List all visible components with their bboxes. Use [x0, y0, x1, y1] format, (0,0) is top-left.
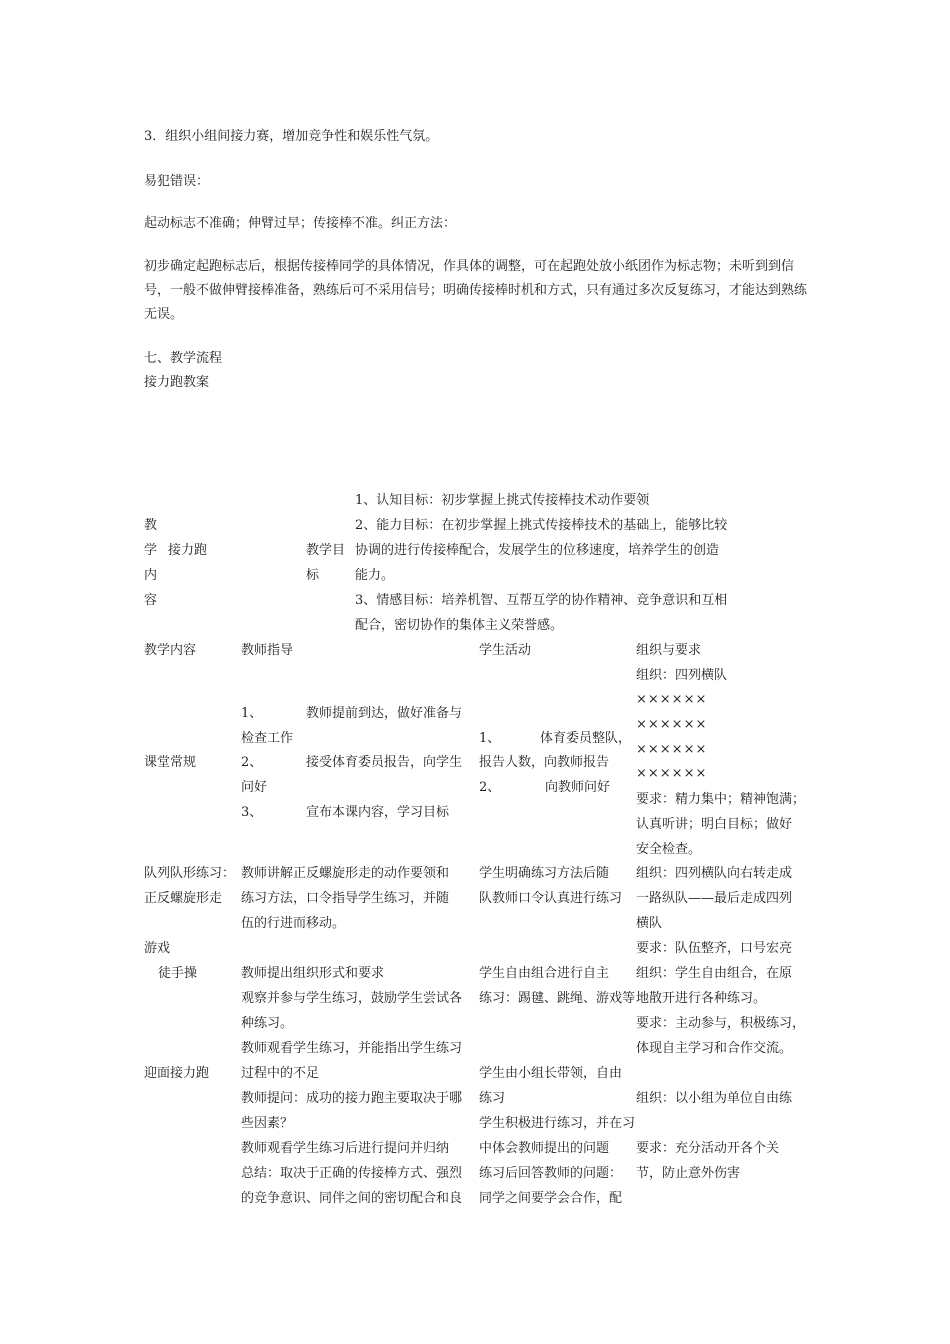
- student-text: 学生积极进行练习，并在习: [479, 1116, 636, 1131]
- goal-line: 3、情感目标：培养机智、互帮互学的协作精神、竞争意识和互相: [355, 593, 728, 608]
- label-xue: 学: [144, 543, 158, 558]
- org-text: 组织：学生自由组合，在原: [636, 966, 793, 981]
- teacher-step-text: 宣布本课内容，学习目标: [306, 805, 450, 820]
- student-text: 中体会教师提出的问题: [479, 1141, 610, 1156]
- teacher-step-num: 1、: [241, 706, 263, 721]
- requirement-text: 要求：精力集中；精神饱满；: [636, 792, 806, 807]
- goal-label-1: 教学目: [306, 543, 346, 558]
- teacher-text: 些因素？: [241, 1116, 294, 1131]
- errors-and-fixes-line: 起动标志不准确；伸臂过早；传接棒不准。纠正方法：: [144, 216, 457, 231]
- teacher-text: 过程中的不足: [241, 1066, 320, 1081]
- row-label-exercise: 徒手操: [158, 966, 198, 981]
- col-header-content: 教学内容: [144, 643, 197, 658]
- goal-line: 2、能力目标：在初步掌握上挑式传接棒技术的基础上，能够比较: [355, 518, 728, 533]
- formation-row: ××××××: [636, 717, 708, 732]
- label-nei: 内: [144, 568, 158, 583]
- org-text: 组织：四列横队: [636, 668, 728, 683]
- teacher-step-text: 接受体育委员报告，向学生: [306, 755, 463, 770]
- teacher-text: 教师提问：成功的接力跑主要取决于哪: [241, 1091, 463, 1106]
- student-text: 练习后回答教师的问题：: [479, 1166, 623, 1181]
- row-label-drill: 正反螺旋形走: [144, 891, 223, 906]
- requirement-text: 节，防止意外伤害: [636, 1166, 741, 1181]
- label-rong: 容: [144, 593, 158, 608]
- goal-line: 配合，密切协作的集体主义荣誉感。: [355, 618, 564, 633]
- student-step-num: 2、: [479, 780, 501, 795]
- requirement-text: 安全检查。: [636, 842, 702, 857]
- org-text: 一路纵队——最后走成四列: [636, 891, 793, 906]
- goal-label-2: 标: [306, 568, 320, 583]
- formation-row: ××××××: [636, 692, 708, 707]
- requirement-text: 要求：主动参与，积极练习，: [636, 1016, 806, 1031]
- student-step-text: 向教师问好: [545, 780, 611, 795]
- org-text: 地散开进行各种练习。: [636, 991, 767, 1006]
- requirement-text: 要求：充分活动开各个关: [636, 1141, 780, 1156]
- teacher-text: 观察并参与学生练习，鼓励学生尝试各: [241, 991, 463, 1006]
- teacher-step-text: 问好: [241, 780, 268, 795]
- student-step-num: 1、: [479, 731, 501, 746]
- org-text: 组织：四列横队向右转走成: [636, 866, 793, 881]
- student-text: 同学之间要学会合作，配: [479, 1191, 623, 1206]
- content-value: 接力跑: [168, 543, 208, 558]
- teacher-step-text: 检查工作: [241, 731, 294, 746]
- goal-line: 能力。: [355, 568, 395, 583]
- row-label-routine: 课堂常规: [144, 755, 197, 770]
- section-heading: 七、教学流程: [144, 351, 223, 366]
- student-text: 学生自由组合进行自主: [479, 966, 610, 981]
- common-errors-heading: 易犯错误：: [144, 174, 210, 189]
- student-text: 练习: [479, 1091, 506, 1106]
- student-text: 练习：踢毽、跳绳、游戏等: [479, 991, 636, 1006]
- requirement-text: 认真听讲；明白目标；做好: [636, 817, 793, 832]
- goal-line: 协调的进行传接棒配合，发展学生的位移速度，培养学生的创造: [355, 543, 720, 558]
- teacher-text: 教师讲解正反螺旋形走的动作要领和: [241, 866, 450, 881]
- col-header-teacher: 教师指导: [241, 643, 294, 658]
- col-header-organization: 组织与要求: [636, 643, 702, 658]
- teacher-text: 伍的行进而移动。: [241, 916, 346, 931]
- student-step-text: 体育委员整队，: [540, 731, 632, 746]
- teacher-text: 种练习。: [241, 1016, 294, 1031]
- row-label-games: 游戏: [144, 941, 171, 956]
- student-text: 队教师口令认真进行练习: [479, 891, 623, 906]
- teacher-step-text: 教师提前到达，做好准备与: [306, 706, 463, 721]
- label-jiao: 教: [144, 518, 158, 533]
- student-text: 学生明确练习方法后随: [479, 866, 610, 881]
- col-header-student: 学生活动: [479, 643, 532, 658]
- intro-item-3: 3．组织小组间接力赛，增加竞争性和娱乐性气氛。: [144, 129, 439, 144]
- teacher-text: 练习方法，口令指导学生练习，并随: [241, 891, 450, 906]
- student-text: 学生由小组长带领，自由: [479, 1066, 623, 1081]
- teacher-step-num: 3、: [241, 805, 263, 820]
- goal-line: 1、认知目标：初步掌握上挑式传接棒技术动作要领: [355, 493, 650, 508]
- teacher-text: 教师提出组织形式和要求: [241, 966, 385, 981]
- requirement-text: 要求：队伍整齐，口号宏亮: [636, 941, 793, 956]
- teacher-text: 教师观看学生练习，并能指出学生练习: [241, 1041, 463, 1056]
- org-text: 组织：以小组为单位自由练: [636, 1091, 793, 1106]
- teacher-text: 教师观看学生练习后进行提问并归纳: [241, 1141, 450, 1156]
- row-label-relay: 迎面接力跑: [144, 1066, 210, 1081]
- teacher-step-num: 2、: [241, 755, 263, 770]
- document-title: 接力跑教案: [144, 375, 210, 390]
- org-text: 横队: [636, 916, 663, 931]
- formation-row: ××××××: [636, 742, 708, 757]
- requirement-text: 体现自主学习和合作交流。: [636, 1041, 793, 1056]
- teacher-text: 总结：取决于正确的传接棒方式、强烈: [241, 1166, 463, 1181]
- correction-paragraph: 初步确定起跑标志后，根据传接棒同学的具体情况，作具体的调整，可在起跑处放小纸团作为标志物；未听到到信号，一般不做伸臂接棒准备，熟练后可不采用信号；明确传接棒时机和方式，只有通过多次反复练习，才能达到熟练无误。: [144, 259, 808, 322]
- formation-row: ××××××: [636, 766, 708, 781]
- teacher-text: 的竞争意识、同伴之间的密切配合和良: [241, 1191, 463, 1206]
- student-step-text: 报告人数，向教师报告: [479, 755, 610, 770]
- row-label-drill: 队列队形练习：: [144, 866, 236, 881]
